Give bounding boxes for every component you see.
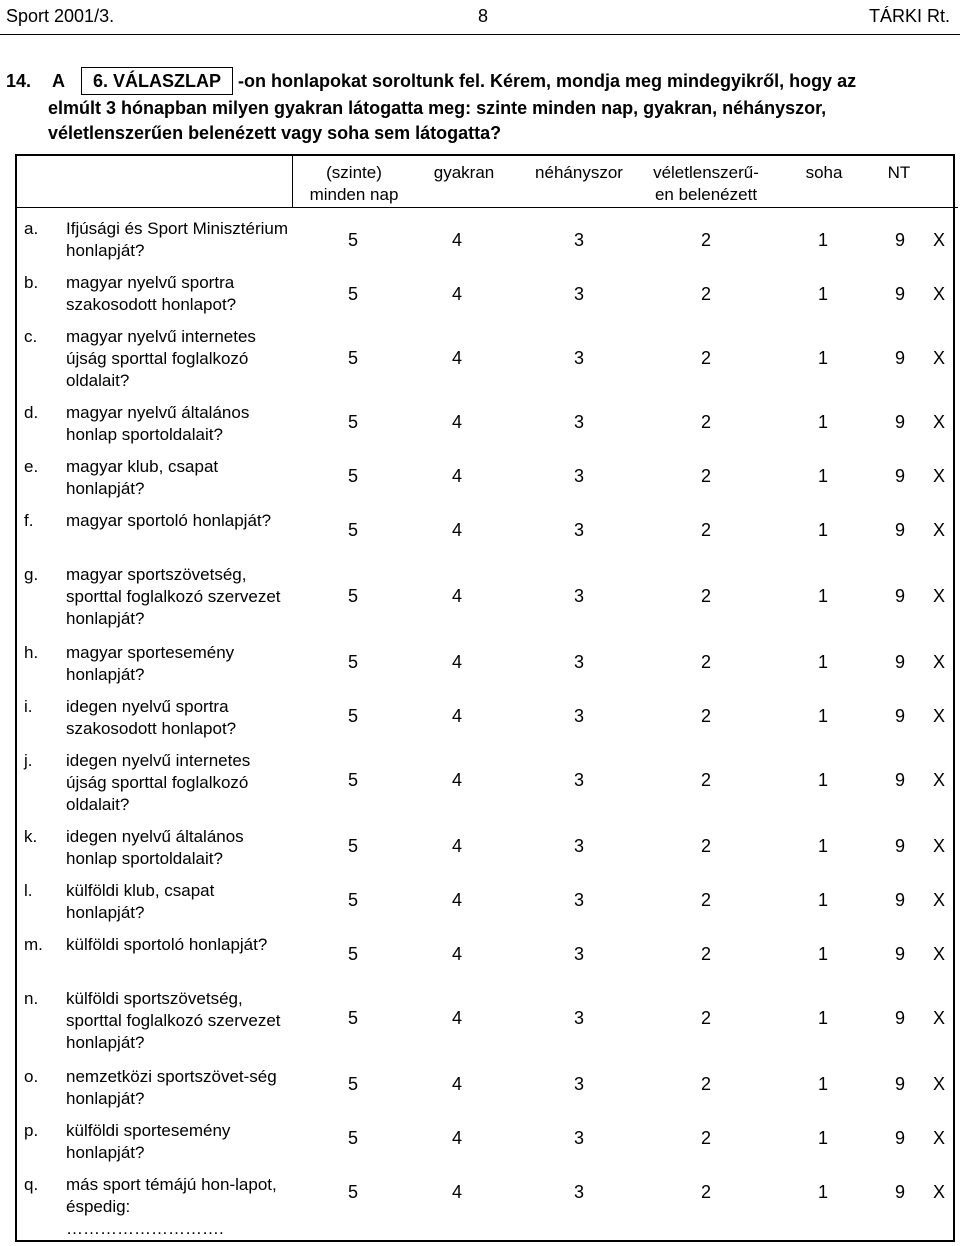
answer-code[interactable]: 9: [894, 836, 905, 856]
item-label: magyar nyelvű általános honlap sportoldalait?: [66, 403, 250, 444]
answer-code[interactable]: X: [932, 1008, 945, 1028]
answer-code[interactable]: 9: [894, 284, 905, 304]
answer-code[interactable]: 3: [573, 1008, 584, 1028]
item-label: külföldi sportesemény honlapját?: [66, 1121, 231, 1162]
answer-code[interactable]: 5: [347, 230, 358, 250]
answer-code[interactable]: 2: [700, 1128, 711, 1148]
answer-code[interactable]: 3: [573, 586, 584, 606]
question-prefix: A: [52, 71, 65, 91]
answer-code[interactable]: X: [932, 520, 945, 540]
answer-code[interactable]: 1: [817, 520, 828, 540]
answer-code[interactable]: 5: [347, 520, 358, 540]
answer-code[interactable]: 9: [894, 706, 905, 726]
item-label: idegen nyelvű internetes újság sporttal foglalkozó oldalait?: [66, 751, 251, 814]
answer-code[interactable]: 3: [573, 1182, 584, 1202]
answer-code[interactable]: X: [932, 284, 945, 304]
answer-code[interactable]: 1: [817, 412, 828, 432]
answer-code[interactable]: 3: [573, 284, 584, 304]
answer-code[interactable]: 9: [894, 412, 905, 432]
item-letter: k.: [24, 827, 38, 846]
answer-code[interactable]: X: [932, 944, 945, 964]
answer-code[interactable]: 5: [347, 890, 358, 910]
question-line-1: -on honlapokat soroltunk fel. Kérem, mondja meg mindegyikről, hogy az: [238, 71, 857, 91]
answer-code[interactable]: 1: [817, 944, 828, 964]
answer-code[interactable]: 1: [817, 1074, 828, 1094]
answer-code[interactable]: 2: [700, 944, 711, 964]
item-letter: b.: [24, 273, 39, 292]
answer-code[interactable]: 5: [347, 836, 358, 856]
answer-code[interactable]: 1: [817, 706, 828, 726]
item-label: más sport témájú hon-lapot, éspedig: ……………………….: [66, 1175, 277, 1238]
item-label: magyar sportoló honlapját?: [66, 511, 272, 530]
answer-code[interactable]: 2: [700, 770, 711, 790]
item-label: idegen nyelvű általános honlap sportoldalait?: [66, 827, 244, 868]
item-letter: e.: [24, 457, 39, 476]
answer-code[interactable]: X: [932, 1074, 945, 1094]
answer-code[interactable]: 4: [451, 944, 462, 964]
answer-code[interactable]: 1: [817, 1128, 828, 1148]
item-letter: m.: [24, 935, 43, 954]
answer-code[interactable]: 9: [894, 466, 905, 486]
answer-code[interactable]: 2: [700, 348, 711, 368]
item-letter: o.: [24, 1067, 39, 1086]
answer-code[interactable]: 3: [573, 412, 584, 432]
item-letter: c.: [24, 327, 38, 346]
answer-code[interactable]: 2: [700, 1182, 711, 1202]
item-label: nemzetközi sportszövet-ség honlapját?: [66, 1067, 277, 1108]
answer-code[interactable]: 9: [894, 652, 905, 672]
answer-code[interactable]: 5: [347, 706, 358, 726]
answer-code[interactable]: 1: [817, 836, 828, 856]
answer-code[interactable]: 4: [451, 412, 462, 432]
answer-code[interactable]: 1: [817, 466, 828, 486]
answer-code[interactable]: 2: [700, 230, 711, 250]
item-letter: d.: [24, 403, 39, 422]
answer-code[interactable]: 5: [347, 1182, 358, 1202]
answer-code[interactable]: 3: [573, 466, 584, 486]
answer-code[interactable]: 1: [817, 284, 828, 304]
item-label: magyar nyelvű sportra szakosodott honlapot?: [66, 273, 237, 314]
answer-code[interactable]: 9: [894, 230, 905, 250]
answer-code[interactable]: 5: [347, 348, 358, 368]
answer-code[interactable]: 3: [573, 836, 584, 856]
answer-code[interactable]: 5: [347, 412, 358, 432]
answer-code[interactable]: 9: [894, 348, 905, 368]
answer-code[interactable]: 1: [817, 770, 828, 790]
item-label: külföldi sportoló honlapját?: [66, 935, 268, 954]
answer-code[interactable]: X: [932, 770, 945, 790]
answer-code[interactable]: 5: [347, 1074, 358, 1094]
answer-code[interactable]: 9: [894, 944, 905, 964]
question-number: 14.: [6, 71, 32, 91]
item-letter: n.: [24, 989, 39, 1008]
answer-code[interactable]: 5: [347, 284, 358, 304]
answer-code[interactable]: 2: [700, 706, 711, 726]
answer-code[interactable]: 2: [700, 652, 711, 672]
answer-code[interactable]: X: [932, 652, 945, 672]
item-label: magyar nyelvű internetes újság sporttal foglalkozó oldalait?: [66, 327, 256, 390]
answer-code[interactable]: 2: [700, 412, 711, 432]
answer-code[interactable]: 4: [451, 586, 462, 606]
item-label: külföldi klub, csapat honlapját?: [66, 881, 215, 922]
answer-code[interactable]: X: [932, 836, 945, 856]
answer-code[interactable]: 1: [817, 348, 828, 368]
answer-code[interactable]: 1: [817, 586, 828, 606]
organization-name: TÁRKI Rt.: [868, 6, 950, 26]
answer-code[interactable]: 1: [817, 890, 828, 910]
item-letter: j.: [24, 751, 33, 770]
item-letter: l.: [24, 881, 33, 900]
answer-code[interactable]: 2: [700, 890, 711, 910]
answer-code[interactable]: 3: [573, 944, 584, 964]
answer-code[interactable]: X: [932, 586, 945, 606]
answer-code[interactable]: X: [932, 348, 945, 368]
answer-code[interactable]: 2: [700, 520, 711, 540]
answer-code[interactable]: 4: [451, 706, 462, 726]
answer-code[interactable]: 4: [451, 652, 462, 672]
answer-code[interactable]: 5: [347, 466, 358, 486]
answer-code[interactable]: 9: [894, 520, 905, 540]
answer-code[interactable]: 4: [451, 1074, 462, 1094]
answer-code[interactable]: 1: [817, 652, 828, 672]
column-header-several-times: néhányszor: [535, 163, 623, 182]
answer-code[interactable]: X: [932, 1128, 945, 1148]
answer-code[interactable]: 2: [700, 1074, 711, 1094]
answer-code[interactable]: 9: [894, 586, 905, 606]
answer-code[interactable]: 9: [894, 1008, 905, 1028]
answer-code[interactable]: 3: [573, 230, 584, 250]
answer-code[interactable]: 4: [451, 1128, 462, 1148]
answer-code[interactable]: 1: [817, 230, 828, 250]
question-line-2: elmúlt 3 hónapban milyen gyakran látogatta meg: szinte minden nap, gyakran, néhányszor,: [48, 98, 827, 118]
answer-code[interactable]: 3: [573, 770, 584, 790]
answer-code[interactable]: 5: [347, 586, 358, 606]
answer-code[interactable]: X: [932, 706, 945, 726]
question-line-3: véletlenszerűen belenézett vagy soha sem látogatta?: [48, 123, 502, 143]
column-header-dont-know: NT: [887, 163, 911, 182]
column-header-daily: (szinte) minden nap: [309, 163, 399, 204]
header-divider: [0, 34, 960, 35]
answer-code[interactable]: 2: [700, 1008, 711, 1028]
answer-code[interactable]: 4: [451, 348, 462, 368]
answer-card-box: 6. VÁLASZLAP: [81, 67, 233, 95]
answer-code[interactable]: 3: [573, 706, 584, 726]
answer-code[interactable]: 5: [347, 652, 358, 672]
answer-code[interactable]: 4: [451, 890, 462, 910]
answer-code[interactable]: X: [932, 230, 945, 250]
answer-code[interactable]: 4: [451, 520, 462, 540]
answer-code[interactable]: 2: [700, 836, 711, 856]
answer-code[interactable]: 3: [573, 1128, 584, 1148]
answer-code[interactable]: 3: [573, 348, 584, 368]
answer-code[interactable]: 9: [894, 1074, 905, 1094]
item-letter: h.: [24, 643, 39, 662]
answer-code[interactable]: 3: [573, 1074, 584, 1094]
answer-code[interactable]: 4: [451, 1182, 462, 1202]
answer-code[interactable]: 9: [894, 1128, 905, 1148]
table-header-divider: [15, 207, 958, 208]
answer-code[interactable]: 3: [573, 652, 584, 672]
item-letter: g.: [24, 565, 39, 584]
answer-code[interactable]: 5: [347, 1128, 358, 1148]
answer-code[interactable]: X: [932, 466, 945, 486]
item-label: külföldi sportszövetség, sporttal foglalkozó szervezet honlapját?: [66, 989, 281, 1052]
item-label: magyar sportesemény honlapját?: [66, 643, 235, 684]
item-label: idegen nyelvű sportra szakosodott honlapot?: [66, 697, 237, 738]
survey-title: Sport 2001/3.: [6, 6, 115, 26]
column-header-never: soha: [805, 163, 843, 182]
answer-code[interactable]: 1: [817, 1008, 828, 1028]
answer-code[interactable]: 9: [894, 890, 905, 910]
item-label: Ifjúsági és Sport Minisztérium honlapját?: [66, 219, 289, 260]
answer-code[interactable]: 4: [451, 836, 462, 856]
answer-code[interactable]: 2: [700, 284, 711, 304]
item-letter: a.: [24, 219, 39, 238]
table-label-column-divider: [292, 154, 293, 208]
answer-code[interactable]: 3: [573, 520, 584, 540]
page-header: [0, 0, 960, 34]
item-letter: p.: [24, 1121, 39, 1140]
item-label: magyar klub, csapat honlapját?: [66, 457, 219, 498]
page-number: 8: [478, 6, 489, 26]
answer-code[interactable]: 5: [347, 770, 358, 790]
answer-code[interactable]: 4: [451, 466, 462, 486]
item-letter: q.: [24, 1175, 39, 1194]
column-header-occasionally: véletlenszerű- en belenézett: [653, 163, 759, 204]
answer-code[interactable]: 9: [894, 1182, 905, 1202]
answer-code[interactable]: X: [932, 1182, 945, 1202]
answer-code[interactable]: 2: [700, 466, 711, 486]
answer-code[interactable]: 4: [451, 230, 462, 250]
answer-code[interactable]: 9: [894, 770, 905, 790]
item-letter: i.: [24, 697, 33, 716]
answer-code[interactable]: 3: [573, 890, 584, 910]
answer-code[interactable]: 4: [451, 770, 462, 790]
answer-code[interactable]: 5: [347, 944, 358, 964]
item-label: magyar sportszövetség, sporttal foglalkozó szervezet honlapját?: [66, 565, 281, 628]
answer-code[interactable]: 4: [451, 284, 462, 304]
answer-code[interactable]: 2: [700, 586, 711, 606]
column-header-often: gyakran: [433, 163, 495, 182]
answer-code[interactable]: X: [932, 890, 945, 910]
answer-code[interactable]: 5: [347, 1008, 358, 1028]
item-letter: f.: [24, 511, 34, 530]
answer-code[interactable]: X: [932, 412, 945, 432]
answer-code[interactable]: 1: [817, 1182, 828, 1202]
answer-code[interactable]: 4: [451, 1008, 462, 1028]
